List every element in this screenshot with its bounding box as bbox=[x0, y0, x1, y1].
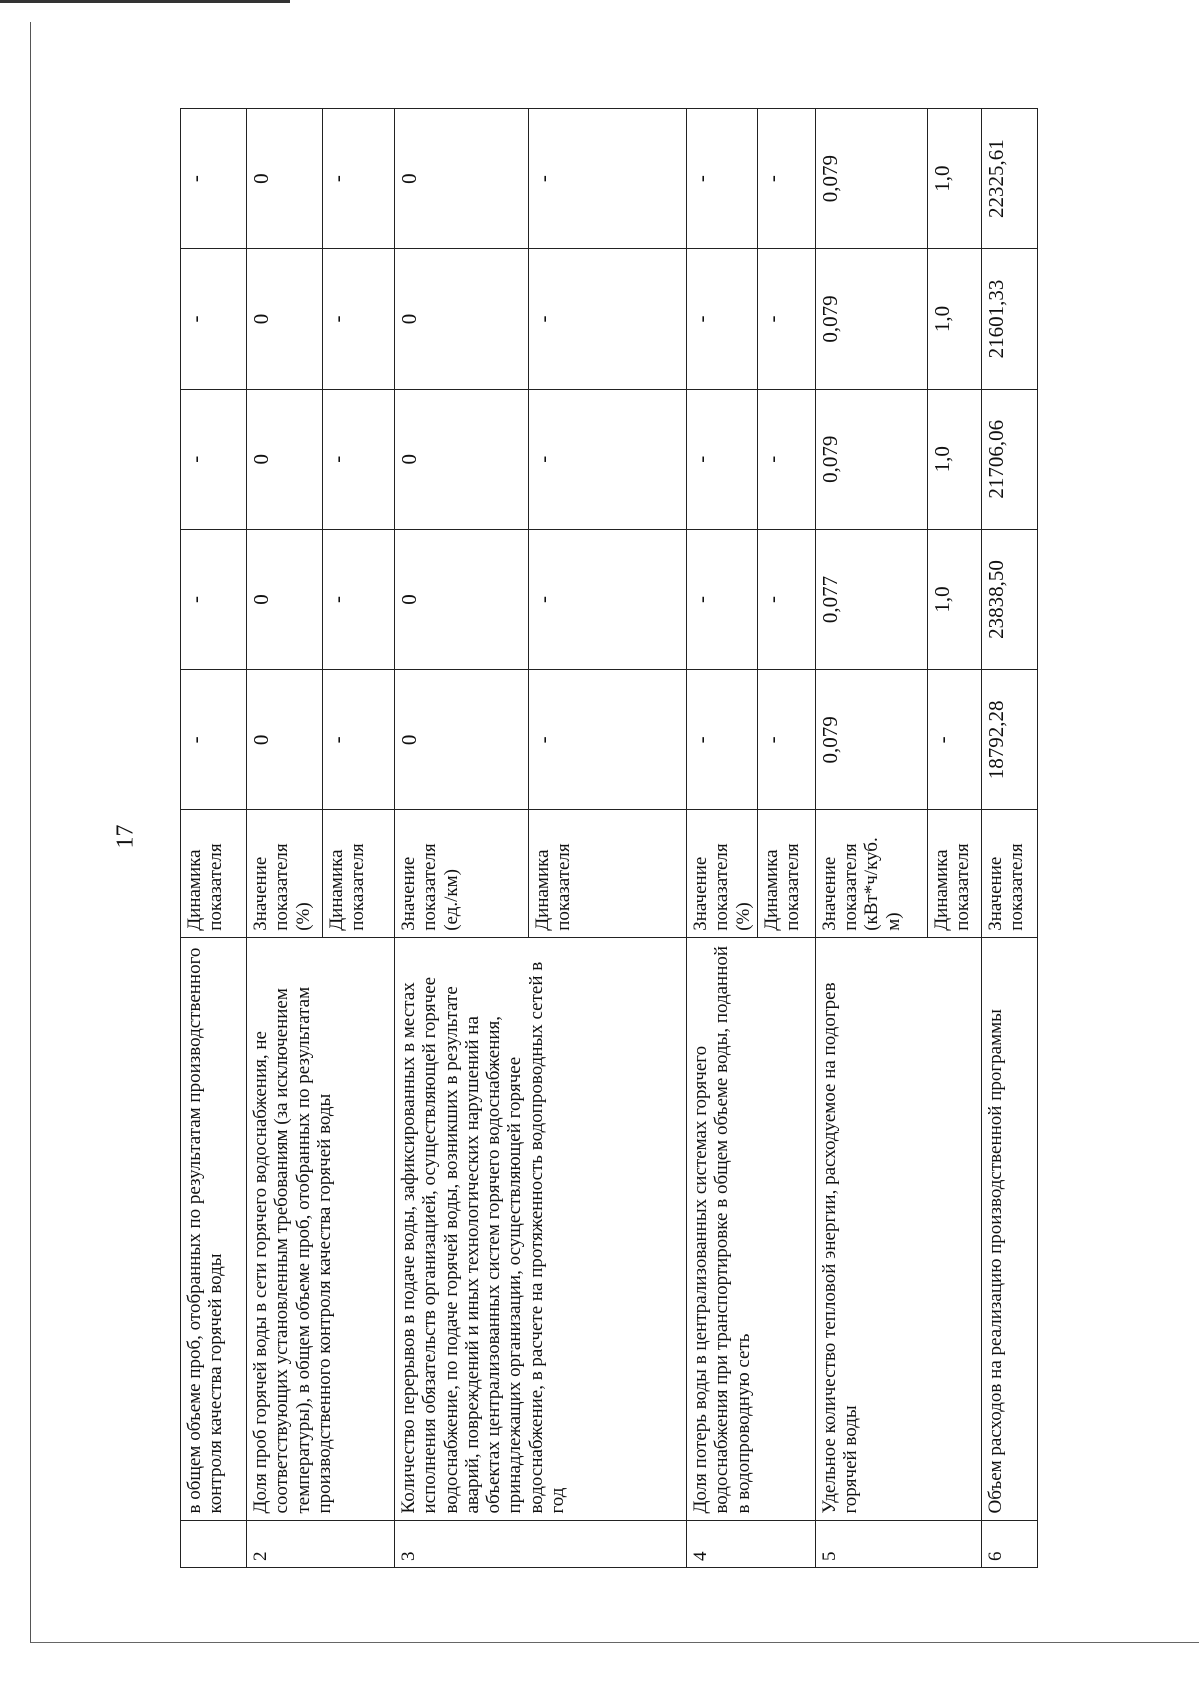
value-cell: - bbox=[757, 389, 815, 529]
value-cell: - bbox=[757, 529, 815, 669]
table-row bbox=[181, 109, 247, 1568]
indicator-type: Значение показателя bbox=[981, 810, 1037, 937]
value-cell: - bbox=[323, 249, 395, 389]
value-cell: 0,079 bbox=[815, 109, 927, 249]
value-cell: 0,079 bbox=[815, 389, 927, 529]
row-number: 5 bbox=[815, 1520, 981, 1567]
value-cell: - bbox=[757, 670, 815, 810]
value-cell: 22325,61 bbox=[981, 109, 1037, 249]
value-cell: 1,0 bbox=[927, 249, 981, 389]
value-cell: 1,0 bbox=[927, 529, 981, 669]
value-cell: - bbox=[927, 670, 981, 810]
scan-edge-line bbox=[0, 0, 290, 3]
indicator-type: Значение показателя (%) bbox=[687, 810, 758, 937]
value-cell: 0 bbox=[247, 109, 323, 249]
rotated-table-wrapper bbox=[180, 108, 1088, 1568]
indicator-type: Динамика показателя bbox=[757, 810, 815, 937]
value-cell: 0,079 bbox=[815, 249, 927, 389]
value-cell: 0 bbox=[247, 529, 323, 669]
value-cell: - bbox=[323, 670, 395, 810]
table-row bbox=[247, 109, 323, 1568]
value-cell: 18792,28 bbox=[981, 670, 1037, 810]
value-cell: 0,077 bbox=[815, 529, 927, 669]
value-cell: - bbox=[529, 249, 687, 389]
row-number: 6 bbox=[981, 1520, 1037, 1567]
value-cell: - bbox=[181, 529, 247, 669]
indicator-type: Значение показателя (кВт*ч/куб. м) bbox=[815, 810, 927, 937]
value-cell: 0 bbox=[395, 249, 529, 389]
value-cell: - bbox=[757, 249, 815, 389]
indicator-type: Динамика показателя bbox=[323, 810, 395, 937]
indicator-name: Удельное количество тепловой энергии, расходуемое на подогрев горячей воды bbox=[815, 937, 981, 1520]
value-cell: - bbox=[687, 529, 758, 669]
page-number: 17 bbox=[112, 824, 139, 849]
value-cell: 0 bbox=[247, 389, 323, 529]
value-cell: - bbox=[757, 109, 815, 249]
value-cell: 0 bbox=[247, 249, 323, 389]
value-cell: 0 bbox=[395, 389, 529, 529]
value-cell: - bbox=[687, 249, 758, 389]
value-cell: - bbox=[323, 389, 395, 529]
value-cell: - bbox=[687, 109, 758, 249]
value-cell: 0 bbox=[395, 670, 529, 810]
value-cell: - bbox=[687, 670, 758, 810]
value-cell: - bbox=[323, 109, 395, 249]
value-cell: 1,0 bbox=[927, 109, 981, 249]
value-cell: - bbox=[529, 529, 687, 669]
value-cell: - bbox=[687, 389, 758, 529]
value-cell: - bbox=[529, 389, 687, 529]
row-number: 2 bbox=[247, 1520, 395, 1567]
value-cell: 21601,33 bbox=[981, 249, 1037, 389]
row-number: 3 bbox=[395, 1520, 687, 1567]
indicator-name: Объем расходов на реализацию производственной программы bbox=[981, 937, 1037, 1520]
table-row bbox=[981, 109, 1037, 1568]
row-number bbox=[181, 1520, 247, 1567]
indicator-name: Количество перерывов в подаче воды, зафиксированных в местах исполнения обязательств организацией, осуществляющей горячее водоснабжение, по подаче горячей воды, возникших в результате аварий, повреждений и иных технологических нарушений на объектах централизованных систем горячего водоснабжения, принадлежащих организации, осуществляющей горячее водоснабжение, в расчете на протяженность водопроводных сетей в год bbox=[395, 937, 687, 1520]
indicator-type: Динамика показателя bbox=[181, 810, 247, 937]
value-cell: 23838,50 bbox=[981, 529, 1037, 669]
value-cell: - bbox=[529, 670, 687, 810]
value-cell: 1,0 bbox=[927, 389, 981, 529]
value-cell: 21706,06 bbox=[981, 389, 1037, 529]
indicator-type: Динамика показателя bbox=[927, 810, 981, 937]
indicator-type: Динамика показателя bbox=[529, 810, 687, 937]
value-cell: - bbox=[181, 389, 247, 529]
indicators-table bbox=[180, 108, 1038, 1568]
table-row bbox=[815, 109, 927, 1568]
table-row bbox=[395, 109, 529, 1568]
indicator-name: Доля проб горячей воды в сети горячего водоснабжения, не соответствующих установленным требованиям (за исключением температуры), в общем объеме проб, отобранных по результатам производственного контроля качества горячей воды bbox=[247, 937, 395, 1520]
row-number: 4 bbox=[687, 1520, 816, 1567]
value-cell: 0 bbox=[247, 670, 323, 810]
value-cell: 0 bbox=[395, 529, 529, 669]
value-cell: 0 bbox=[395, 109, 529, 249]
indicator-name: Доля потерь воды в централизованных системах горячего водоснабжения при транспортировке в общем объеме воды, поданной в водопроводную сеть bbox=[687, 937, 816, 1520]
indicator-name: в общем объеме проб, отобранных по результатам производственного контроля качества горячей воды bbox=[181, 937, 247, 1520]
table-row bbox=[687, 109, 758, 1568]
value-cell: - bbox=[323, 529, 395, 669]
indicator-type: Значение показателя (ед./км) bbox=[395, 810, 529, 937]
value-cell: - bbox=[181, 249, 247, 389]
value-cell: - bbox=[181, 670, 247, 810]
value-cell: - bbox=[529, 109, 687, 249]
indicator-type: Значение показателя (%) bbox=[247, 810, 323, 937]
value-cell: - bbox=[181, 109, 247, 249]
value-cell: 0,079 bbox=[815, 670, 927, 810]
